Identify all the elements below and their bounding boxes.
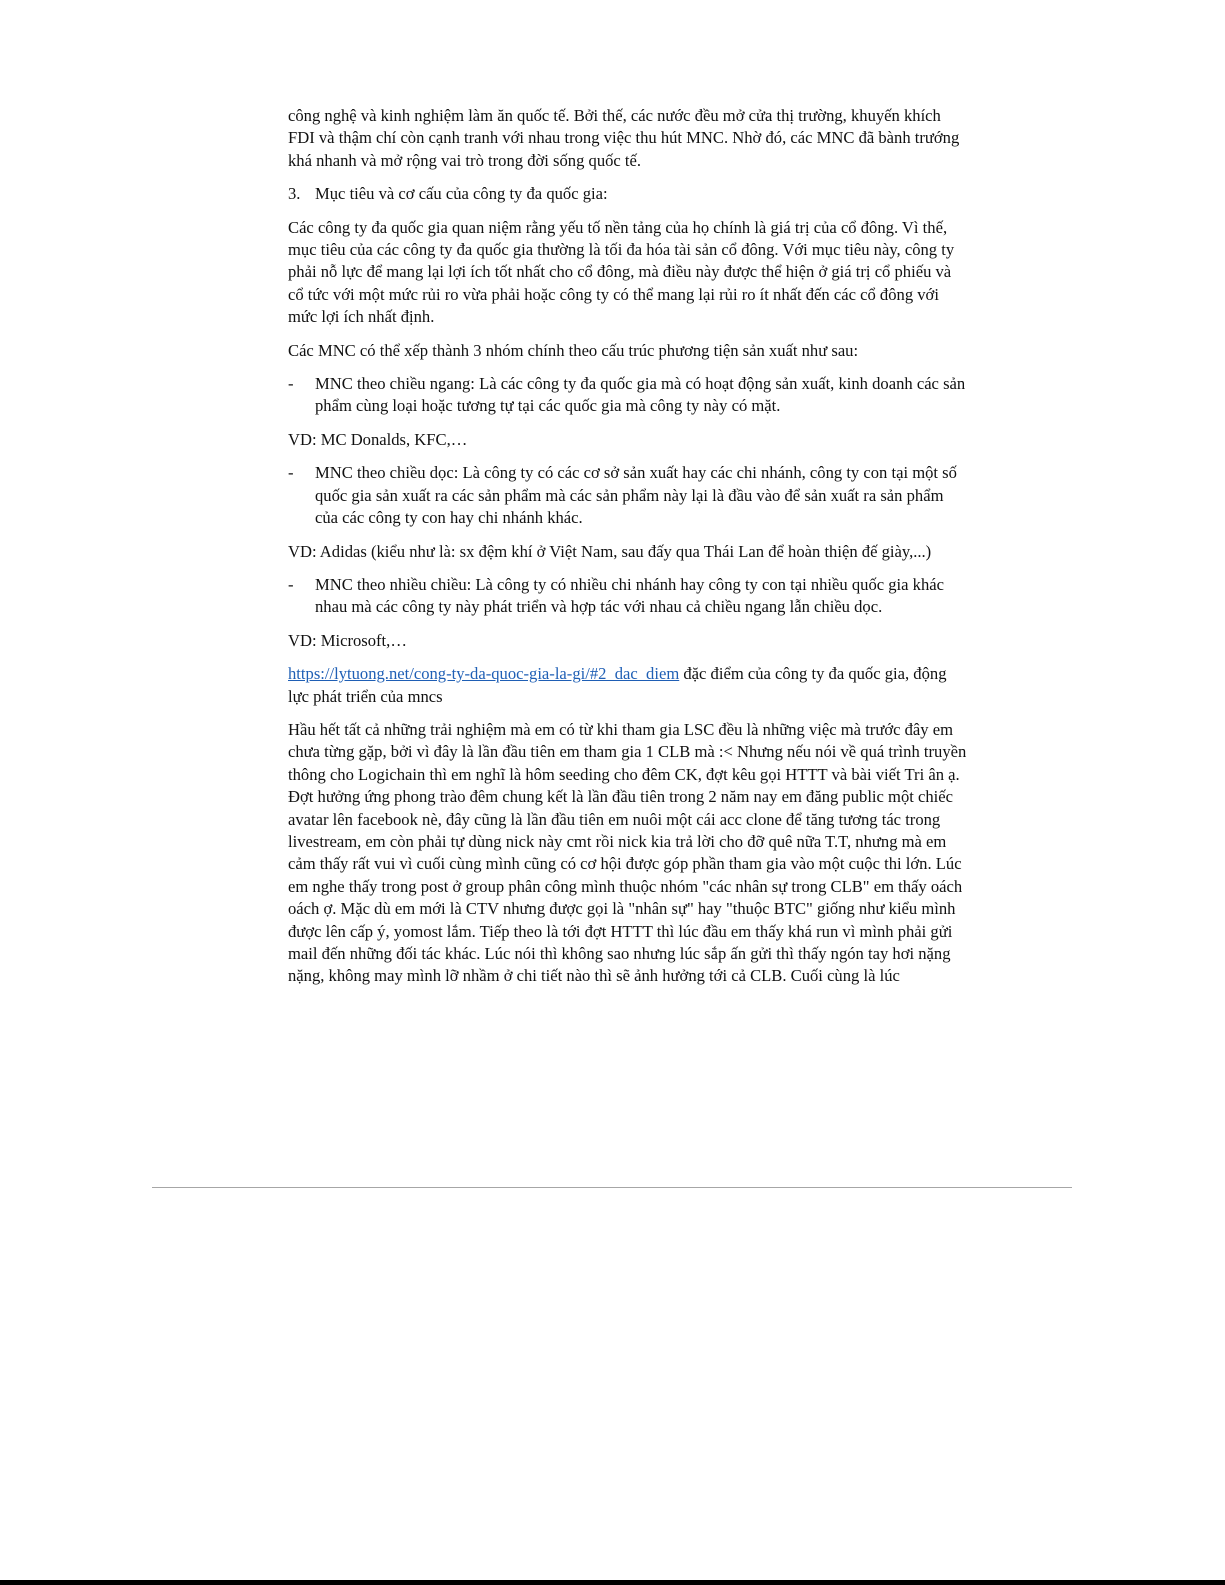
example-paragraph: VD: Adidas (kiểu như là: sx đệm khí ở Việt Nam, sau đấy qua Thái Lan để hoàn thiện đế giày,...) (288, 541, 932, 561)
reference-paragraph (288, 663, 968, 708)
document-page-body (288, 105, 968, 999)
list-item-vertical-mnc (288, 462, 968, 529)
list-item-horizontal-mnc (288, 373, 968, 418)
groups-intro-paragraph: Các MNC có thể xếp thành 3 nhóm chính theo cấu trúc phương tiện sản xuất như sau: (288, 340, 859, 360)
objective-paragraph: Các công ty đa quốc gia quan niệm rằng yếu tố nền tảng của họ chính là giá trị của cổ đông. Vì thế, mục tiêu của các công ty đa quốc gia thường là tối đa hóa tài sản cổ đông. Với mục tiêu này, công ty phải nỗ lực để mang lại lợi ích tốt nhất cho cổ đông, mà điều này được thể hiện ở giá trị cổ phiếu và cổ tức với một mức rủi ro vừa phải hoặc công ty có thể mang lại rủi ro ít nhất đến các cổ đông với mức lợi ích nhất định. (288, 217, 955, 327)
list-item-multidimensional-mnc (288, 574, 968, 619)
section-heading-text: Mục tiêu và cơ cấu của công ty đa quốc gia: (315, 184, 608, 204)
list-item-text: MNC theo chiều ngang: Là các công ty đa quốc gia mà có hoạt động sản xuất, kinh doanh các sản phẩm cùng loại hoặc tương tự tại các quốc gia mà công ty này có mặt. (315, 374, 966, 416)
page-break-divider (152, 1187, 1072, 1188)
section-heading (288, 183, 968, 205)
section-heading-number: 3. (288, 184, 301, 204)
bullet-dash: - (288, 463, 294, 483)
window-bottom-edge (0, 1580, 1225, 1585)
experience-paragraph: Hầu hết tất cả những trải nghiệm mà em có từ khi tham gia LSC đều là những việc mà trước đây em chưa từng gặp, bởi vì đây là lần đầu tiên em tham gia 1 CLB mà :< Nhưng nếu nói về quá trình truyền thông cho Logichain thì em nghĩ là hôm seeding cho đêm CK, đợt kêu gọi HTTT và bài viết Tri ân ạ. Đợt hưởng ứng phong trào đêm chung kết là lần đầu tiên trong 2 năm nay em đăng public một chiếc avatar lên facebook nè, đây cũng là lần đầu tiên em nuôi một cái acc clone để tăng tương tác trong livestream, em còn phải tự dùng nick này cmt rồi nick kia trả lời cho đỡ quê nữa T.T, nhưng mà em cảm thấy rất vui vì cuối cùng mình cũng có cơ hội được góp phần tham gia vào một cuộc thi lớn. Lúc em nghe thấy trong post ở group phân công mình thuộc nhóm "các nhân sự trong CLB" em thấy oách oách ợ. Mặc dù em mới là CTV nhưng được gọi là "nhân sự" hay "thuộc BTC" giống như kiểu mình được lên cấp ý, yomost lắm. Tiếp theo là tới đợt HTTT thì lúc đầu em thấy khá run vì mình phải gửi mail đến những đối tác khác. Lúc nói thì không sao nhưng lúc sắp ấn gửi thì thấy ngón tay hơi nặng nặng, không may mình lỡ nhầm ở chi tiết nào thì sẽ ảnh hưởng tới cả CLB. Cuối cùng là lúc (288, 719, 967, 986)
bullet-dash: - (288, 374, 294, 394)
list-item-text: MNC theo nhiều chiều: Là công ty có nhiều chi nhánh hay công ty con tại nhiều quốc gia khác nhau mà các công ty này phát triển và hợp tác với nhau cả chiều ngang lẫn chiều dọc. (315, 574, 945, 617)
example-paragraph: VD: Microsoft,… (288, 630, 407, 650)
reference-description: đặc điểm của công ty đa quốc gia, động lực phát triển của mncs (288, 664, 947, 706)
reference-link[interactable]: https://lytuong.net/cong-ty-da-quoc-gia-la-gi/#2_dac_diem (288, 664, 680, 684)
bullet-dash: - (288, 574, 294, 594)
example-paragraph: VD: MC Donalds, KFC,… (288, 429, 468, 449)
intro-paragraph: công nghệ và kinh nghiệm làm ăn quốc tế. Bởi thế, các nước đều mở cửa thị trường, khuyến khích FDI và thậm chí còn cạnh tranh với nhau trong việc thu hút MNC. Nhờ đó, các MNC đã bành trướng khá nhanh và mở rộng vai trò trong đời sống quốc tế. (288, 106, 960, 170)
list-item-text: MNC theo chiều dọc: Là công ty có các cơ sở sản xuất hay các chi nhánh, công ty con tại một số quốc gia sản xuất ra các sản phẩm mà các sản phẩm này lại là đầu vào để sản xuất ra sản phẩm của các công ty con hay chi nhánh khác. (315, 463, 957, 528)
